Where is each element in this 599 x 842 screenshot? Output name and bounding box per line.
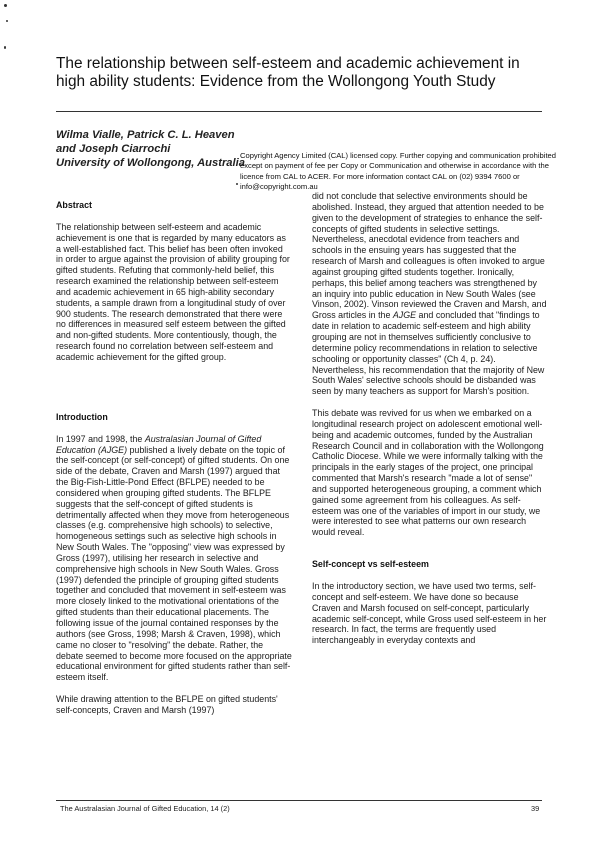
intro-text-start: In 1997 and 1998, the (56, 433, 145, 444)
scan-speck (6, 20, 8, 22)
abstract-heading: Abstract (56, 200, 93, 210)
introduction-heading: Introduction (56, 411, 108, 422)
scan-speck (236, 183, 238, 185)
self-concept-heading: Self-concept vs self-esteem (312, 559, 429, 570)
right-text-rest: and concluded that "findings to date in relation to academic self-esteem and high ability grouping are not in themselves sufficiently conclusive to determine policy recommendations in relation to selective schooling or opportunity classes" (Ch 4, p. 24). Nevertheless, his recommendation that the majority of New South Wales' selective schools should be disbanded was seen by many teachers as support for Marsh's position. (312, 310, 545, 397)
spacer (312, 549, 548, 559)
right-paragraph-1 (312, 191, 548, 397)
right-paragraph-2: This debate was revived for us when we embarked on a longitudinal research project on adolescent emotional well-being and academic outcomes, funded by the Australian Research Council and in collaboration with the Wollongong Catholic Diocese. While we were informally talking with the principals in the early stages of the project, one principal commented that Marsh's research "made a lot of sense" and supported heterogeneous grouping, a comment which gained some agreement from his colleagues. As self-esteem was one of the variables of import in our study, we were interested to see what patterns our own research would reveal. (312, 408, 544, 538)
right-text-start: did not conclude that selective environments should be abolished. Instead, they argued that attention needed to be given to the development of strategies to enhance the self-concepts of gifted students in selective settings. Nevertheless, anecdotal evidence from teachers and schools in the ensuing years has suggested that the research of Marsh and colleagues is often invoked to argue against grouping gifted students together. Ironically, perhaps, this belief among teachers was strengthened by an inquiry into public education in New South Wales (see Vinson, 2002). Vinson reviewed the Craven and Marsh, and Gross articles in the (312, 191, 547, 321)
intro-text-rest: published a lively debate on the topic of the self-concept (or self-concept) of gifted students. On one side of the debate, Craven and Marsh (1997) argued that the Big-Fish-Little-Pond Effect (BFLPE) needed to be considered when grouping gifted students. The BFLPE suggests that the self-concept of gifted students is detrimentally affected when they move from heterogeneous classes (e.g. comprehensive high schools) to selective, homogeneous settings such as selective high schools in New South Wales. The "opposing" view was expressed by Gross (1997), utilising her research in selective and comprehensive high schools in New South Wales. Gross (1997) defended the principle of grouping gifted students together and concluded that movement in self-esteem was more closely linked to the motivational orientations of the gifted students than their educational placements. The following issue of the journal contained responses by the authors (see Gross, 1998; Marsh & Craven, 1998), which came no closer to "resolving" the debate. Rather, the debate seemed to become more focused on the appropriate educational environment for gifted students rather than self-esteem itself. (56, 444, 292, 683)
footer-journal-name: The Australasian Journal of Gifted Education, 14 (2) (60, 804, 230, 813)
right-paragraph-3: In the introductory section, we have used two terms, self-concept and self-esteem. We have done so because Craven and Marsh focused on self-concept, particularly academic self-concept, while Gross used self-esteem in her research. In fact, the terms are frequently used interchangeably in everyday contexts and (312, 581, 547, 646)
right-column (312, 191, 548, 657)
journal-name: Australasian Journal of Gifted Education (AJGE) (56, 433, 262, 455)
journal-abbrev: AJGE (392, 310, 417, 321)
copyright-stamp: Copyright Agency Limited (CAL) licensed copy. Further copying and communication prohibited except on payment of fee per Copy or Communication and otherwise in accordance with the licence from CAL to ACER. For more information contact CAL on (02) 9394 7600 or info@copyright.com.au (240, 151, 557, 192)
scan-speck (4, 46, 6, 49)
footer-divider (56, 800, 542, 801)
title-divider (56, 111, 542, 112)
page-number: 39 (531, 804, 540, 813)
introduction-paragraph-2: While drawing attention to the BFLPE on gifted students' self-concepts, Craven and Marsh (1997) (56, 694, 278, 715)
author-affiliation: University of Wollongong, Australia (56, 157, 245, 169)
author-block (56, 128, 256, 170)
spacer (56, 374, 292, 412)
introduction-paragraph-1 (56, 434, 292, 683)
left-column (56, 200, 292, 727)
paper-title: The relationship between self-esteem and academic achievement in high ability students: Evidence from the Wollongong Youth Study (56, 55, 520, 90)
author-names: Wilma Vialle, Patrick C. L. Heaven and Joseph Ciarrochi (56, 129, 235, 155)
abstract-text: The relationship between self-esteem and academic achievement is one that is regarded by many educators as a well-established fact. This belief has been often invoked in order to argue against the provision of ability grouping for gifted students. Refuting that commonly-held belief, this research examined the relationship between self-esteem and academic achievement in 65 high-ability secondary students, a sample drawn from a longitudinal study of over 900 students. The research demonstrated that there were no differences in measured self esteem between the gifted and non-gifted students. More contentiously, though, the research found no correlation between self-esteem and academic achievement for the gifted group. (56, 221, 290, 362)
scan-speck (4, 4, 7, 7)
